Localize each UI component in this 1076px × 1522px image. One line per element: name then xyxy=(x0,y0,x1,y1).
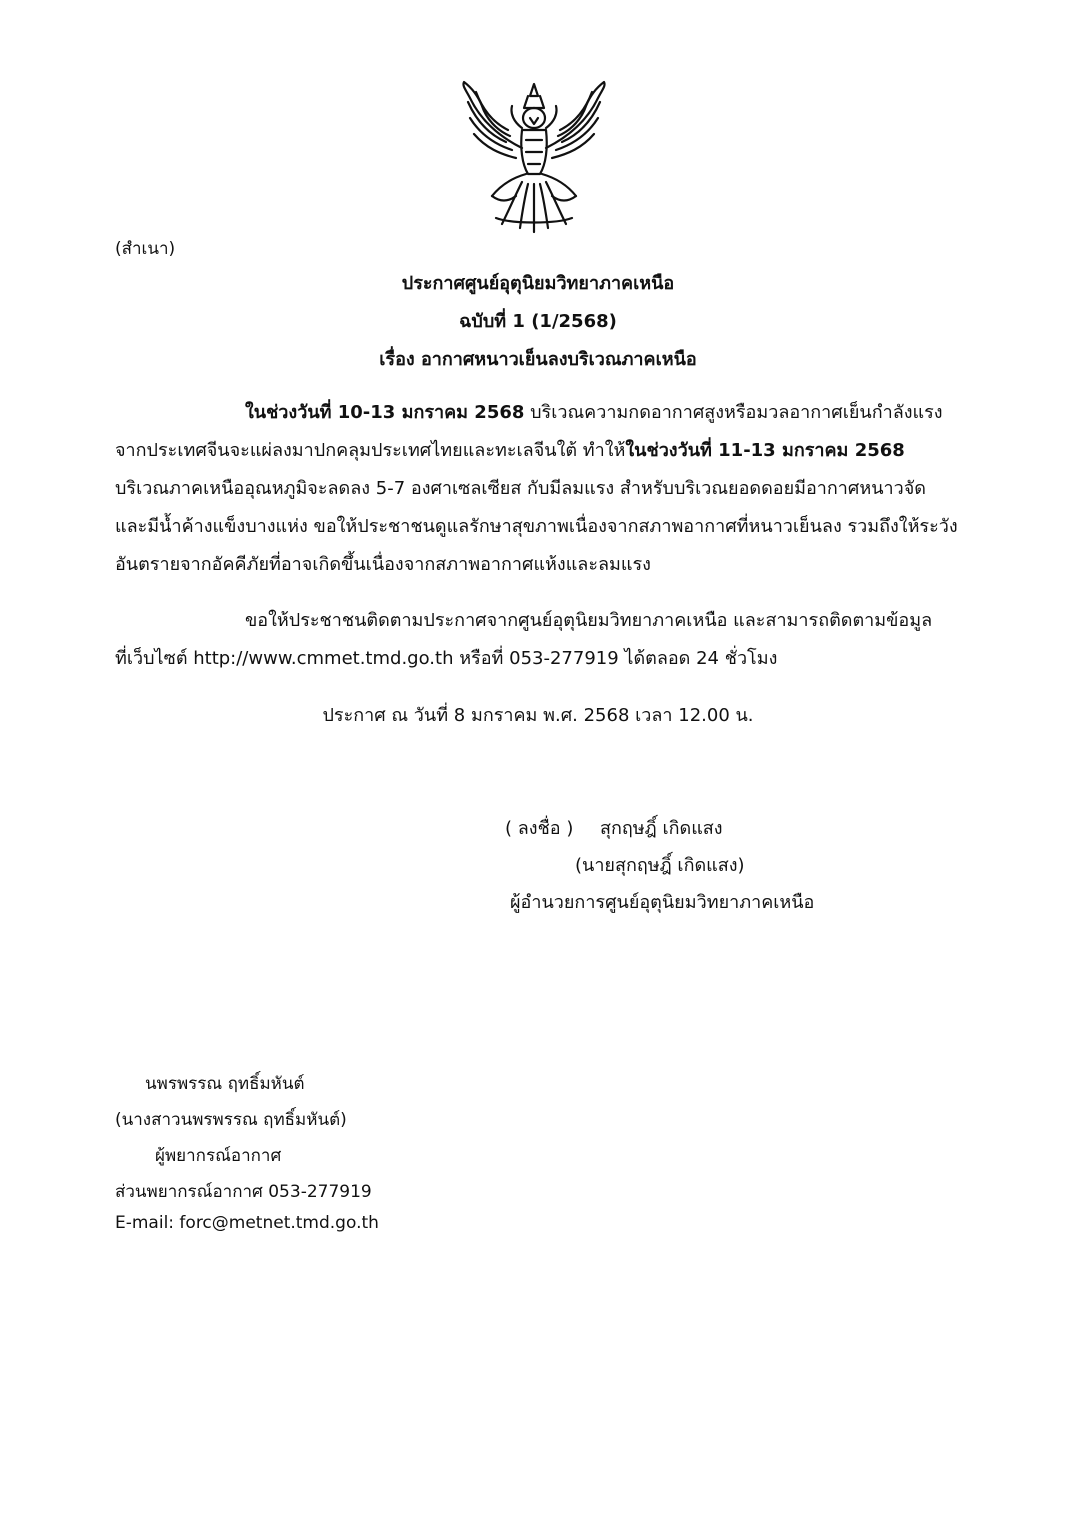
forecaster-name: นพรพรรณ ฤทธิ์มหันต์ xyxy=(145,1074,305,1094)
announcement-date: ประกาศ ณ วันที่ 8 มกราคม พ.ศ. 2568 เวลา 12.00 น. xyxy=(322,705,754,726)
page-title: ประกาศศูนย์อุตุนิยมวิทยาภาคเหนือ xyxy=(401,273,675,294)
forecast-department: ส่วนพยากรณ์อากาศ 053-277919 xyxy=(115,1182,372,1202)
issue-number: ฉบับที่ 1 (1/2568) xyxy=(459,311,617,332)
contact-email: E-mail: forc@metnet.tmd.go.th xyxy=(115,1213,379,1233)
paragraph-line xyxy=(115,394,973,432)
forecaster-full-name: (นางสาวนพรพรรณ ฤทธิ์มหันต์) xyxy=(115,1110,347,1130)
copy-mark: (สำเนา) xyxy=(115,239,176,259)
text-segment: บริเวณความกดอากาศสูงหรือมวลอากาศเย็นกำลังแรง xyxy=(524,402,943,423)
paragraph-forecast xyxy=(115,394,973,584)
paragraph-line: อันตรายจากอัคคีภัยที่อาจเกิดขึ้นเนื่องจากสภาพอากาศแห้งและลมแรง xyxy=(115,554,651,575)
paragraph-follow-up xyxy=(115,602,973,678)
date-range-bold: ในช่วงวันที่ 10-13 มกราคม 2568 xyxy=(245,402,525,423)
subject-line: เรื่อง อากาศหนาวเย็นลงบริเวณภาคเหนือ xyxy=(379,349,697,370)
paragraph-line: และมีน้ำค้างแข็งบางแห่ง ขอให้ประชาชนดูแลรักษาสุขภาพเนื่องจากสภาพอากาศที่หนาวเย็นลง รวมถึงให้ระวัง xyxy=(115,516,958,537)
paragraph-line: บริเวณภาคเหนืออุณหภูมิจะลดลง 5-7 องศาเซลเซียส กับมีลมแรง สำหรับบริเวณยอดดอยมีอากาศหนาวจัด xyxy=(115,478,926,499)
signatory-position: ผู้อำนวยการศูนย์อุตุนิยมวิทยาภาคเหนือ xyxy=(510,892,815,913)
signature-label: ( ลงชื่อ ) xyxy=(505,818,574,839)
paragraph-line: ที่เว็บไซต์ http://www.cmmet.tmd.go.th หรือที่ 053-277919 ได้ตลอด 24 ชั่วโมง xyxy=(115,648,778,669)
forecaster-role: ผู้พยากรณ์อากาศ xyxy=(155,1146,282,1166)
signatory-full-name: (นายสุกฤษฎิ์ เกิดแสง) xyxy=(575,855,745,876)
paragraph-line xyxy=(115,432,973,470)
text-segment: จากประเทศจีนจะแผ่ลงมาปกคลุมประเทศไทยและทะเลจีนใต้ ทำให้ xyxy=(115,440,626,461)
garuda-emblem-icon xyxy=(452,78,616,236)
signature-name: สุกฤษฎิ์ เกิดแสง xyxy=(600,818,723,839)
paragraph-line: ขอให้ประชาชนติดตามประกาศจากศูนย์อุตุนิยมวิทยาภาคเหนือ และสามารถติดตามข้อมูล xyxy=(245,610,933,631)
date-range-bold: ในช่วงวันที่ 11-13 มกราคม 2568 xyxy=(625,440,905,461)
